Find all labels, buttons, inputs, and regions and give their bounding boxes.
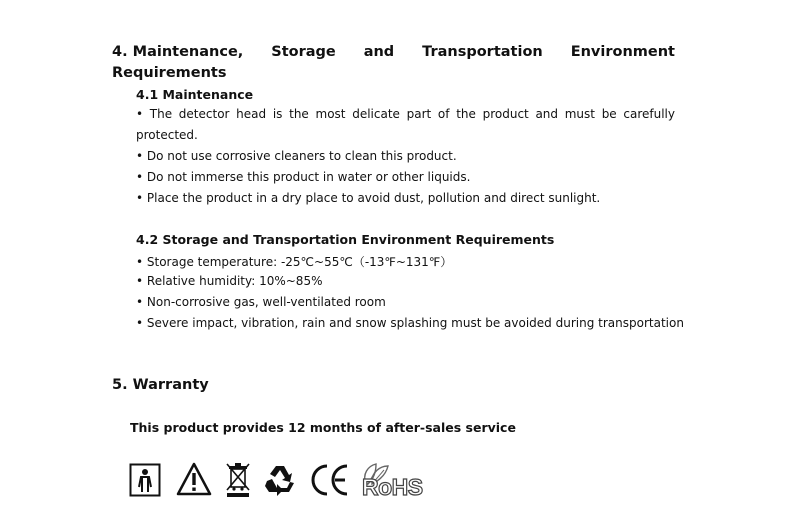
rohs-text: RoHS xyxy=(362,474,423,500)
title-word: Storage xyxy=(271,44,336,60)
maintenance-item-1-line1: • The detector head is the most delicate part of the product and must be carefully xyxy=(136,107,675,121)
section-4-title xyxy=(112,44,675,60)
maintenance-item-2: • Do not use corrosive cleaners to clean this product. xyxy=(136,149,457,163)
warranty-text: This product provides 12 months of after-sales service xyxy=(130,420,516,435)
storage-item-2: • Relative humidity: 10%~85% xyxy=(136,274,323,288)
weee-crossed-bin-icon xyxy=(225,460,251,498)
title-word: and xyxy=(363,44,395,60)
section-4-title-line2: Requirements xyxy=(112,65,227,81)
warning-triangle-icon xyxy=(176,462,212,500)
subsection-4-1-title: 4.1 Maintenance xyxy=(136,87,254,102)
ce-mark-icon xyxy=(310,462,350,500)
maintenance-item-3: • Do not immerse this product in water or other liquids. xyxy=(136,170,471,184)
storage-item-3: • Non-corrosive gas, well-ventilated room xyxy=(136,295,386,309)
storage-item-1: • Storage temperature: -25℃~55℃（-13℉~131℉） xyxy=(136,255,453,269)
title-word: 4. Maintenance, xyxy=(112,44,244,60)
maintenance-item-1-line2: protected. xyxy=(136,128,198,142)
subsection-4-2-title: 4.2 Storage and Transportation Environment Requirements xyxy=(136,232,555,247)
user-manual-icon xyxy=(129,463,161,501)
section-5-title: 5. Warranty xyxy=(112,377,209,393)
title-word: Transportation xyxy=(422,44,543,60)
storage-item-4: • Severe impact, vibration, rain and snow splashing must be avoided during transportation xyxy=(136,316,684,330)
maintenance-item-4: • Place the product in a dry place to avoid dust, pollution and direct sunlight. xyxy=(136,191,601,205)
title-word: Environment xyxy=(570,44,675,60)
recycle-icon xyxy=(263,463,297,501)
rohs-leaf-icon xyxy=(360,462,426,500)
